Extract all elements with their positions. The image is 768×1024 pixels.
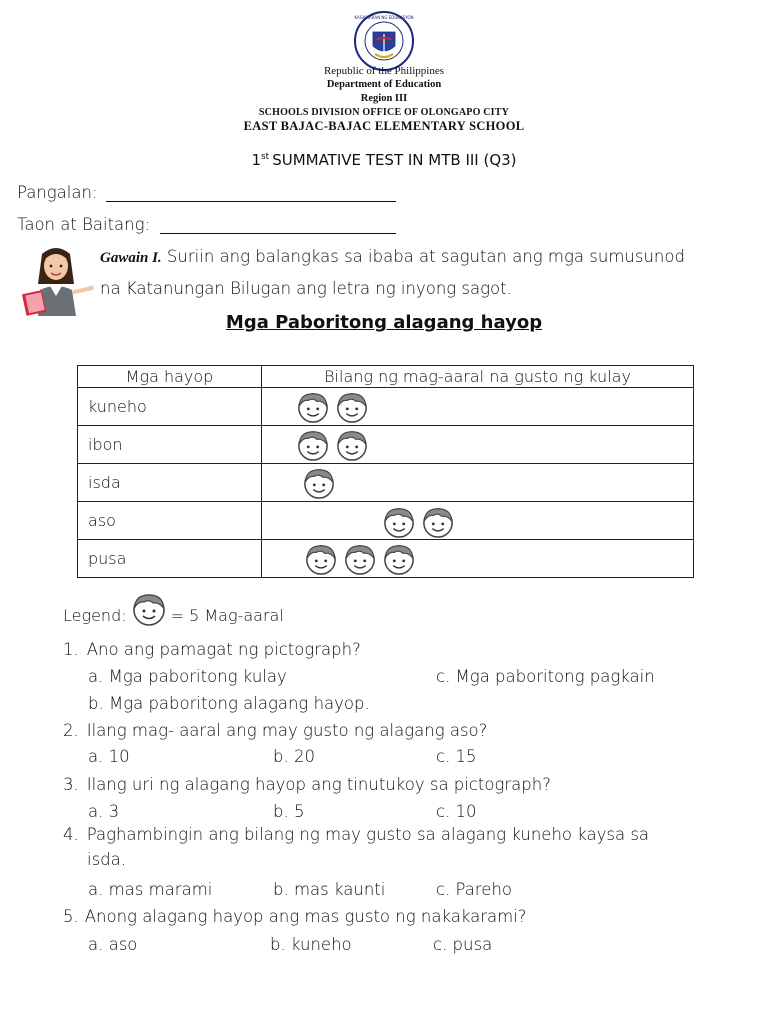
row-icons-kuneho (262, 388, 694, 426)
legend (63, 598, 284, 632)
row-label-pusa: pusa (78, 540, 262, 578)
header-division: SCHOOLS DIVISION OFFICE OF OLONGAPO CITY (258, 107, 510, 118)
row-icons-isda (262, 464, 694, 502)
question-3: 3. Ilang uri ng alagang hayop ang tinutukoy sa pictograph? (63, 775, 551, 794)
q3-option-b[interactable]: b. 5 (273, 802, 305, 821)
teacher-illustration (20, 244, 94, 316)
q2-option-a[interactable]: a. 10 (88, 747, 130, 766)
smiley-face-icon (302, 543, 340, 575)
column-header-count: Bilang ng mag-aaral na gusto ng kulay (262, 366, 694, 388)
deped-seal-logo (349, 10, 419, 72)
test-title: 1st SUMMATIVE TEST IN MTB III (Q3) (251, 151, 517, 169)
smiley-face-icon (380, 543, 418, 575)
q3-option-c[interactable]: c. 10 (436, 802, 477, 821)
question-4-cont: isda. (87, 850, 127, 869)
q5-option-b[interactable]: b. kuneho (270, 935, 352, 954)
pictograph-table (77, 365, 694, 578)
q3-option-a[interactable]: a. 3 (88, 802, 120, 821)
name-field[interactable] (106, 201, 396, 202)
question-4: 4. Paghambingin ang bilang ng may gusto sa alagang kuneho kaysa sa (63, 825, 650, 844)
row-label-kuneho: kuneho (78, 388, 262, 426)
q1-option-c[interactable]: c. Mga paboritong pagkain (436, 667, 655, 686)
smiley-face-icon (129, 592, 169, 626)
smiley-face-icon (300, 467, 338, 499)
smiley-face-icon (294, 429, 332, 461)
legend-face-icon (129, 592, 169, 626)
row-icons-aso (262, 502, 694, 540)
smiley-face-icon (419, 506, 457, 538)
legend-prefix: Legend: (63, 605, 127, 625)
question-5: 5. Anong alagang hayop ang mas gusto ng nakakarami? (63, 907, 527, 926)
row-label-isda: isda (78, 464, 262, 502)
smiley-face-icon (333, 429, 371, 461)
row-icons-pusa (262, 540, 694, 578)
q2-option-b[interactable]: b. 20 (273, 747, 315, 766)
q5-option-a[interactable]: a. aso (88, 935, 138, 954)
instructions-line-2: na Katanungan Bilugan ang letra ng inyong sagot. (100, 279, 512, 298)
header-department: Department of Education (326, 79, 442, 90)
header-region: Region III (360, 93, 408, 104)
q5-option-c[interactable]: c. pusa (433, 935, 493, 954)
row-icons-ibon (262, 426, 694, 464)
q4-option-c[interactable]: c. Pareho (436, 880, 513, 899)
grade-field[interactable] (160, 233, 396, 234)
row-label-ibon: ibon (78, 426, 262, 464)
q2-option-c[interactable]: c. 15 (436, 747, 477, 766)
smiley-face-icon (341, 543, 379, 575)
smiley-face-icon (333, 391, 371, 423)
column-header-animals: Mga hayop (78, 366, 262, 388)
smiley-face-icon (380, 506, 418, 538)
header-republic: Republic of the Philippines (323, 65, 445, 77)
grade-label: Taon at Baitang: (17, 215, 151, 234)
instructions-line-1: Gawain I. Suriin ang balangkas sa ibaba at sagutan ang mga sumusunod (100, 247, 685, 266)
question-2: 2. Ilang mag- aaral ang may gusto ng alagang aso? (63, 721, 488, 740)
q4-option-b[interactable]: b. mas kaunti (273, 880, 386, 899)
row-label-aso: aso (78, 502, 262, 540)
smiley-face-icon (294, 391, 332, 423)
q4-option-a[interactable]: a. mas marami (88, 880, 213, 899)
name-label: Pangalan: (17, 183, 98, 202)
legend-value: = 5 Mag-aaral (170, 605, 284, 625)
q1-option-b[interactable]: b. Mga paboritong alagang hayop. (88, 694, 370, 713)
q1-option-a[interactable]: a. Mga paboritong kulay (88, 667, 287, 686)
seal-text: KAGAWARAN NG EDUKASYON (354, 15, 414, 20)
chart-title: Mga Paboritong alagang hayop (225, 312, 543, 333)
question-1: 1. Ano ang pamagat ng pictograph? (63, 640, 361, 659)
header-school: EAST BAJAC-BAJAC ELEMENTARY SCHOOL (243, 119, 525, 133)
